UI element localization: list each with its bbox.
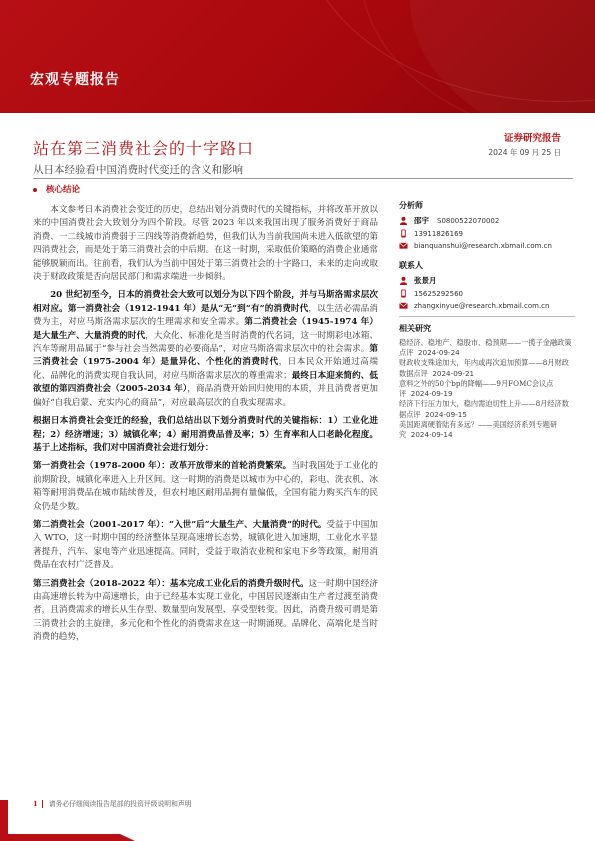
related-item[interactable] — [399, 379, 575, 399]
text: ，商品消费开始回归使用的本质，并且消费者更加偏好“自我启蒙、充实内心的商品”，对应最高层次的自我实现需求。 — [33, 384, 378, 408]
header-banner — [0, 0, 595, 113]
corner-accent — [0, 834, 135, 841]
related-date: 2024-09-21 — [432, 368, 475, 378]
related-title[interactable]: 经济下行压力加大，稳内需迫切性上升——8月经济数据点评 — [399, 399, 569, 419]
text: ，以生活必需品消费为主，对应马斯洛需求层次的生理需求和安全需求。 — [33, 303, 378, 328]
text: ，日本民众开始通过高端化、品牌化的消费实现自我认同，对应马斯洛需求层次的尊重需求； — [33, 357, 378, 381]
emphasis: 第三消费社会（2018-2022 年）：基本完成工业化后的消费升级时代。 — [33, 578, 309, 589]
related-date: 2024-09-19 — [410, 389, 453, 399]
paragraph: 根据日本消费社会变迁的经验，我们总结出以下划分消费时代的关键指标：1）工业化进程；2）经济增速；3）城镇化率；4）耐用消费品普及率；5）生育率和人口老龄化程度。基于上述指标，我们对中国消费社会进行划分： — [33, 416, 378, 453]
section-heading — [33, 183, 80, 195]
related-date: 2024-09-14 — [410, 429, 453, 439]
page-subtitle: 从日本经验看中国消费时代变迁的含义和影响 — [33, 164, 243, 176]
emphasis: 第二消费社会（1945-1974 年）是大量生产、大量消费的时代 — [33, 317, 378, 341]
emphasis: 最终日本迎来简约、低欲望的第四消费社会（2005-2034 年） — [33, 370, 378, 395]
related-title[interactable]: 稳经济、稳地产、稳股市、稳预期——一揽子金融政策点评 — [399, 338, 572, 358]
contact-email-row[interactable] — [399, 301, 575, 310]
section-label: 核心结论 — [45, 185, 80, 195]
paragraph — [33, 578, 378, 645]
analyst-phone: 13911826169 — [414, 229, 463, 238]
phone-icon — [399, 229, 408, 238]
analyst-row — [399, 215, 575, 226]
related-item[interactable] — [399, 420, 575, 440]
related-item[interactable] — [399, 338, 575, 358]
page-title: 站在第三消费社会的十字路口 — [33, 139, 255, 158]
paragraph — [33, 519, 378, 573]
contact-phone-row — [399, 289, 575, 298]
related-item[interactable] — [399, 358, 575, 378]
divider — [399, 316, 575, 317]
emphasis: 第一消费社会（1978-2000 年）：改革开放带来的首轮消费繁荣。 — [33, 461, 292, 472]
related-title[interactable]: 美国距离硬着陆有多远？——美国经济系列专题研究 — [399, 419, 558, 439]
contact-row — [399, 275, 575, 286]
text: ，大众化、标准化是当时消费的代名词，这一时期彩电冰箱、汽车等耐用品属于“参与社会当然需要的必要商品”，对应马斯洛需求层次中的社会需求。 — [33, 330, 378, 355]
report-type: 证券研究报告 — [503, 133, 561, 144]
analyst-email-row[interactable] — [399, 241, 575, 250]
footer-disclaimer: 请务必仔细阅读报告尾部的投资评级说明和声明 — [48, 800, 192, 808]
mail-icon — [399, 241, 408, 250]
contact-heading: 联系人 — [399, 260, 423, 270]
paragraph — [33, 460, 378, 514]
related-date: 2024-09-15 — [425, 409, 467, 419]
page-number: 1 — [33, 800, 38, 808]
text: 这一时期中国经济由高速增长转为中高速增长，由于已经基本实现工业化，中国居民逐渐由生产者过渡至消费者，且消费需求的增长从生存型、数量型向发展型、享受型转变。因此，消费升级可谓是第三消费社会的主旋律，多元化和个性化的消费需求在这一时期涌现。品牌化、高端化是当时消费的趋势， — [33, 578, 378, 643]
sidebar — [399, 200, 575, 440]
report-date: 2024 年 09 月 25 日 — [488, 148, 561, 157]
text: 当时我国处于工业化的前期阶段，城镇化率进入上升区间。这一时期的消费是以城市为中心的，彩电、洗衣机、冰箱等耐用消费品在城市陆续普及，但农村地区耐用品拥有量偏低，全国有能力购买汽车的民众仍是少数。 — [33, 461, 378, 512]
text: 受益于中国加入 WTO，这一时期中国的经济整体呈现高速增长态势，城镇化进入加速期，工业化水平显著提升，汽车、家电等产业迅速提高。同时，受益于取消农业税和家电下乡等政策，耐用消费品在农村广泛普及。 — [33, 519, 378, 571]
report-category: 宏观专题报告 — [30, 72, 120, 88]
emphasis: 第三消费社会（1975-2004 年）是量异化、个性化的消费时代 — [33, 344, 378, 368]
main-body — [33, 204, 378, 650]
related-title[interactable]: 财政收支殊途加大，年内或再次追加预算——8月财政数据点评 — [399, 358, 569, 378]
footer-divider — [42, 800, 43, 808]
paragraph — [33, 289, 378, 410]
related-date: 2024-09-24 — [417, 348, 460, 358]
emphasis: 20 世纪初至今，日本的消费社会大致可以划分为以下四个阶段，并与马斯洛需求层次相对应。第一消费社会（1912-1941 年）是从“无”到“有”的消费时代 — [33, 290, 378, 314]
contact-phone: 15625292560 — [414, 289, 463, 298]
paragraph: 本文参考日本消费社会变迁的历史，总结出划分消费时代的关键指标，并将改革开放以来的中国消费社会大致划分为四个阶段。尽管 2023 年以来我国出现了服务消费好于商品消费、一二线城市消费弱于三四线等消费新趋势，但我们认为当前我国尚未进入低欲望的第四消费社会，而是处于第三消费社会的中后期。在这一时期，采取低价策略的消费企业通常能够脱颖而出。往前看，我们认为当前中国处于第三消费社会的十字路口，未来的走向或取决于财政政策是否向居民部门和需求端进一步倾斜。 — [33, 205, 378, 283]
analyst-phone-row — [399, 229, 575, 238]
related-list — [399, 338, 575, 440]
contact-email[interactable]: zhangxinyue@research.xbmail.com.cn — [414, 301, 550, 310]
emphasis: 第二消费社会（2001-2017 年）：“入世”后“大量生产、大量消费”的时代。 — [33, 519, 327, 530]
contact-name: 张景月 — [414, 276, 437, 285]
page-footer — [33, 798, 191, 808]
analyst-cert: S0800522070002 — [437, 216, 500, 225]
person-icon — [399, 276, 408, 285]
person-icon — [399, 216, 408, 225]
related-item[interactable] — [399, 399, 575, 419]
related-heading: 相关研究 — [399, 323, 431, 333]
analyst-name: 邵宇 — [414, 216, 429, 225]
divider — [33, 178, 573, 179]
related-title[interactable]: 意料之外的50个bp的降幅——9月FOMC会议点评 — [399, 378, 554, 399]
analyst-email[interactable]: bianquanshui@research.xbmail.com.cn — [414, 241, 552, 250]
mail-icon — [399, 301, 408, 310]
analyst-heading: 分析师 — [399, 200, 423, 210]
bullet-icon — [33, 188, 37, 192]
phone-icon — [399, 289, 408, 298]
